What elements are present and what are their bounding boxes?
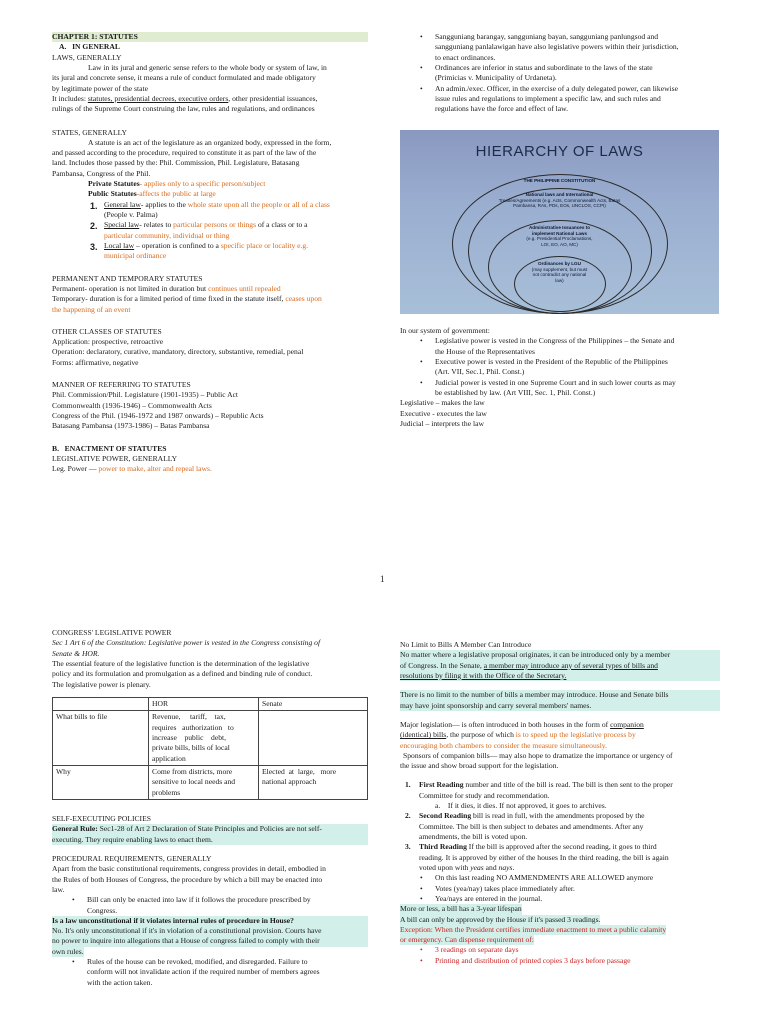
text-span: Ordinances are inferior in status and subordinate to the laws of the state (435, 62, 653, 72)
page1-right-column-lower (400, 326, 720, 429)
text-span: Permanent- operation is not limited in duration but (52, 283, 209, 293)
table-row (53, 698, 368, 711)
list-item: 1. General law- applies to the whole state upon all the people or all of a class (90, 199, 330, 211)
text-span: issue rules and regulations to implement a specific law, and such rules and (435, 93, 661, 103)
permanent-temporary-heading: PERMANENT AND TEMPORARY STATUTES (52, 273, 203, 283)
table-row (53, 765, 368, 799)
highlight-text: specific place or locality e.g. (220, 240, 309, 250)
underlined-text: statutes, presidential decrees, executive orders (87, 93, 229, 103)
text-span: Treaties/Agreements (e.g. Acts, Commonwealth Acts, Batas (498, 197, 621, 203)
text-span: Revenue, tariff, tax, (152, 712, 226, 722)
answer-line: own rules. (52, 946, 84, 956)
text-span: It includes: (52, 93, 88, 103)
no-limit-heading: No Limit to Bills A Member Can Introduce (400, 640, 532, 649)
text-span: Rules of the house can be revoked, modified, and disregarded. Failure to (87, 957, 308, 967)
text-span: Executive power is vested in the President of the Republic of the Philippines (435, 356, 668, 366)
term: Third Reading (419, 842, 467, 852)
text-span: Temporary- duration is for a limited period of time fixed in the statute itself, (52, 294, 286, 304)
manner-line: Batasang Pambansa (1973-1986) – Batas Pambansa (52, 421, 210, 431)
text-span: be established by law. (Art VIII, Sec. 1, Phil. Const.) (435, 387, 596, 397)
no-limit-line: may have joint sponsorship and carry several members' names. (400, 701, 720, 711)
text-span: application (152, 753, 186, 763)
text-span: requires authorization to (152, 722, 234, 732)
hierarchy-title: HIERARCHY OF LAWS (475, 143, 644, 160)
text-span: LOI, EO, AO, MC) (541, 242, 578, 248)
major-legislation-line: encouraging both chambers to consider the measure simultaneously. (400, 740, 608, 750)
text-span: voted upon with (419, 862, 471, 872)
text-span: of Congress. In the Senate, (400, 660, 484, 670)
list-item-cont (419, 863, 720, 873)
term: Special law (104, 220, 140, 230)
answer-line: no power to inquire into allegations that a House of congress failed to comply with their (52, 936, 368, 946)
text-span: Bill can only be enacted into law if it follows the procedure prescribed by (87, 895, 311, 905)
term: First Reading (419, 780, 464, 790)
lgu-bullet-list (400, 32, 720, 115)
text-span: Pambansa, RAs, PDs, EOs, UNCLOS, CCPI) (513, 203, 606, 209)
law-includes-line (52, 94, 368, 104)
definition: - applies only to a specific person/subject (139, 179, 266, 189)
text-span: Sec1-28 of Art 2 Declaration of State Principles and Policies are not self- (97, 824, 322, 834)
other-class-line: Application: prospective, retroactive (52, 337, 164, 347)
manner-line: Commonwealth (1936-1946) – Commonwealth Acts (52, 400, 212, 410)
text-span: (e.g. Presidential Proclamations, (526, 236, 593, 242)
list-item (400, 357, 720, 378)
statute-definition-line: A statute is an act of the legislature as an organized body, expressed in the form, (88, 137, 332, 147)
page2-left-column (52, 628, 368, 690)
list-item: 3. Local law – operation is confined to a specific place or locality e.g. (90, 240, 309, 252)
branches-list (400, 336, 720, 398)
congress-power-heading: CONGRESS' LEGISLATIVE POWER (52, 628, 172, 637)
list-item: 2. Special law- relates to particular persons or things of a class or to a (90, 220, 308, 232)
question-heading: Is a law unconstitutional if it violates internal rules of procedure in House? (52, 916, 368, 926)
congress-text-line: The legislative power is plenary. (52, 679, 151, 689)
text-span: Elected at large, more (262, 766, 337, 776)
third-reading-list (400, 873, 720, 904)
list-item (405, 780, 720, 790)
page2-left-column-lower (52, 814, 368, 988)
text-span: private bills, bills of local (152, 743, 230, 753)
page2-right-column (400, 640, 720, 966)
list-item (52, 957, 368, 988)
list-item (52, 895, 368, 916)
table-cell: Why (53, 765, 149, 799)
text-span: Come from districts, more (152, 766, 233, 776)
table-header-senate: Senate (259, 698, 368, 711)
text-span: , other presidential issuances, (228, 93, 318, 103)
states-generally-heading: STATES, GENERALLY (52, 127, 127, 137)
text-span: the House of the Representatives (435, 346, 535, 356)
branch-line: Legislative – makes the law (400, 398, 485, 408)
law-definition-line: its jural and concrete sense, it means a rule of conduct formulated and made obligatory (52, 73, 316, 83)
list-item (400, 63, 720, 84)
law-includes-line: rulings of the Supreme Court construing the law, rules and regulations, and ordinances (52, 104, 315, 114)
highlight-text: is to speed up the legislative process by (515, 730, 636, 740)
self-executing-heading: SELF-EXECUTING POLICIES (52, 814, 151, 823)
statute-types-list (52, 200, 368, 262)
term: Public Statutes (88, 189, 137, 199)
term: General law (104, 199, 141, 209)
underlined-text: a member may introduce any of several types of bills and (483, 660, 658, 670)
text-span: (Primicias v. Municipality of Urdaneta). (435, 73, 557, 83)
page-number: 1 (380, 574, 385, 584)
text-span: Major legislation— is often introduced in both houses in the form of (400, 719, 611, 729)
text-span: national approach (262, 777, 317, 787)
list-item (405, 811, 720, 821)
highlight-text: ceases upon (285, 294, 322, 304)
statute-definition-line: land. Includes those passed by the: Phil. Commission, Phil. Legislature, Batasang (52, 158, 300, 168)
list-item-cont: reading. It is approved by either of the houses In the third reading, the bill is again (419, 852, 669, 862)
definition: -affects the public at large (136, 189, 216, 199)
other-classes-heading: OTHER CLASSES OF STATUTES (52, 326, 162, 336)
text-span: (Art. VII, Sec.1, Phil. Const.) (435, 367, 525, 377)
text-span: law) (555, 278, 564, 284)
list-item: • 3 readings on separate days (400, 945, 720, 955)
answer-line: No. It's only unconstitutional if it's in violation of a constitutional provision. Courts have (52, 926, 368, 936)
item-number: 3. (405, 842, 411, 852)
major-legislation-line (400, 720, 720, 730)
list-item: • Yea/nays are entered in the journal. (400, 894, 720, 904)
congress-text-line: policy and its formulation and promulgation as a defined and binding rule of conduct. (52, 669, 313, 679)
no-limit-line: resolutions by filing it with the Office of the Secretary. (400, 671, 720, 681)
table-header-hor: HOR (149, 698, 259, 711)
term: Private Statutes (88, 179, 140, 189)
procedural-line: the Rules of both Houses of Congress, the procedure by which a bill may be enacted into (52, 874, 323, 884)
general-rule-line (52, 824, 368, 834)
text-span: Administrative Issuances to (528, 225, 590, 230)
procedural-line: Apart from the basic constitutional requirements, congress provides in detail, embodied in (52, 864, 326, 874)
text-span: Judicial power is vested in one Supreme Court and in such lower courts as may (435, 377, 676, 387)
lifespan-line: More or less, a bill has a 3-year lifespan (400, 904, 522, 914)
exception-list (400, 945, 720, 966)
text-span: number and title of the bill is read. The bill is then sent to the proper (463, 780, 673, 790)
law-definition-line: Law in its jural and generic sense refers to the whole body or system of law, in (88, 62, 327, 72)
sub-item: a. If it dies, it dies. If not approved, it goes to archives. (435, 801, 607, 811)
manner-line: Congress of the Phil. (1946-1972 and 1987 onwards) – Republic Acts (52, 411, 264, 420)
list-item-cont: particular community, individual or thing (104, 230, 230, 240)
section-a-heading: A. IN GENERAL (59, 42, 120, 52)
text-span: sensitive to local needs and (152, 777, 236, 787)
list-item (405, 842, 720, 852)
highlight-text: particular persons or things (173, 220, 257, 230)
highlight-text: continues until repealed (208, 283, 281, 293)
text-span: conform will not invalidate action if the required number of members agrees (87, 967, 320, 977)
item-number: 1. (405, 780, 411, 790)
list-item (400, 378, 720, 399)
text-span: . (512, 862, 515, 872)
text-span: - relates to (139, 220, 174, 230)
page1-right-column (400, 32, 720, 115)
table-cell: What bills to file (53, 711, 149, 766)
national-laws-label (400, 192, 719, 209)
text-span: increase public debt, (152, 732, 227, 742)
other-class-line: Operation: declaratory, curative, mandatory, directory, substantive, remedial, penal (52, 347, 304, 357)
text-span: to enact ordinances. (435, 52, 496, 62)
statute-definition-line: and passed according to the procedure, required to constitute it as part of the law of the (52, 148, 317, 158)
bills-table (52, 697, 368, 800)
text-span: (may supplement, but must (531, 266, 588, 272)
rules-list (52, 957, 368, 988)
text-span: nays (498, 862, 513, 872)
term: Second Reading (419, 811, 472, 821)
text-span: yeas (470, 862, 484, 872)
text-span: , the purpose of which (446, 730, 516, 740)
list-item-cont: (People v. Palma) (104, 210, 158, 219)
no-limit-line: There is no limit to the number of bills a member may introduce. House and Senate bills (400, 690, 720, 700)
exception-line: or emergency. Can dispense requirement of: (400, 935, 534, 945)
procedural-list (52, 895, 368, 916)
list-item: • Printing and distribution of printed copies 3 days before passage (400, 956, 720, 966)
table-cell (149, 711, 259, 766)
law-definition-line: by legitimate power of the state (52, 83, 148, 93)
congress-text-line: The essential feature of the legislative function is the determination of the legislative (52, 658, 310, 668)
text-span: National laws and International (525, 192, 594, 197)
term: General Rule: (52, 824, 98, 834)
text-span: Legislative power is vested in the Congress of the Philippines – the Senate and (435, 336, 675, 346)
text-span: Leg. Power — (52, 464, 99, 474)
section-b-heading: B. ENACTMENT OF STATUTES (52, 443, 167, 453)
public-statutes-line (52, 189, 368, 199)
list-item (400, 32, 720, 63)
text-span: – operation is confined to a (134, 240, 221, 250)
system-heading: In our system of government: (400, 326, 490, 335)
text-span: implement National Laws (531, 230, 588, 236)
table-cell (259, 711, 368, 766)
constitution-quote: Sec 1 Art 6 of the Constitution: Legislative power is vested in the Congress consisting of (52, 638, 321, 648)
branch-line: Judicial – interprets the law (400, 418, 484, 428)
constitution-quote: Senate & HOR. (52, 648, 100, 658)
laws-generally-heading: LAWS, GENERALLY (52, 52, 122, 62)
private-statutes-line (52, 179, 368, 189)
text-span: Sangguniang barangay, sangguniang bayan, sangguniang panlungsod and (435, 32, 659, 41)
sponsors-line: Sponsors of companion bills— may also hope to dramatize the importance or urgency of (403, 750, 673, 760)
statute-definition-line: Pambansa, Congress of the Phil. (52, 168, 151, 178)
sponsors-line: the issue and show broad support for the legislation. (400, 761, 559, 771)
readings-list (400, 780, 720, 873)
list-item (400, 336, 720, 357)
item-number: 2. (405, 811, 411, 821)
table-cell (149, 765, 259, 799)
admin-issuances-label (400, 225, 719, 248)
list-item-cont: Committee for study and recommendation. (419, 790, 550, 800)
procedural-heading: PROCEDURAL REQUIREMENTS, GENERALLY (52, 853, 212, 863)
no-limit-line: No matter where a legislative proposal originates, it can be introduced only by a member (400, 650, 720, 660)
table-row (53, 711, 368, 766)
table-cell (259, 765, 368, 799)
text-span: with the action taken. (87, 977, 153, 987)
highlight-text: whole state upon all the people or all of a class (187, 199, 330, 209)
leg-power-line (52, 464, 368, 474)
branch-line: Executive - executes the law (400, 408, 487, 418)
page1-left-column (52, 32, 368, 475)
underlined-text: (identical) bills (400, 730, 447, 740)
table-cell (53, 698, 149, 711)
list-item: • Votes (yea/nay) takes place immediately after. (400, 884, 720, 894)
text-span: of a class or to a (256, 220, 308, 230)
text-span: not contradict any national (532, 272, 587, 278)
legislative-power-heading: LEGISLATIVE POWER, GENERALLY (52, 453, 178, 463)
text-span: bill is read in full, with the amendments proposed by the (471, 811, 645, 821)
text-span: problems (152, 787, 181, 797)
procedural-line: law. (52, 884, 65, 894)
list-item-cont: municipal ordinance (104, 251, 167, 261)
permanent-line (52, 284, 368, 294)
list-item (400, 84, 720, 115)
hierarchy-of-laws-image (400, 130, 719, 314)
general-rule-line: executing. They require enabling laws to enact them. (52, 835, 368, 845)
approval-line: A bill can only be approved by the House if it's passed 3 readings. (400, 914, 601, 924)
major-legislation-line (400, 730, 720, 740)
exception-line: Exception: When the President certifies immediate enactment to meet a public calamity (400, 924, 667, 934)
list-item-cont: Committee. The bill is then subject to debates and amendments. After any (419, 821, 644, 831)
text-span: and (483, 862, 499, 872)
manner-heading: MANNER OF REFERRING TO STATUTES (52, 380, 191, 390)
term: Local law (104, 240, 135, 250)
ordinances-label (400, 261, 719, 284)
other-class-line: Forms: affirmative, negative (52, 357, 139, 367)
text-span: An admin./exec. Officer, in the exercise of a duly delegated power, can likewise (435, 83, 678, 93)
text-span: sangguniang panlalawigan have also legislative powers within their jurisdiction, (435, 42, 679, 52)
underlined-text: companion (610, 719, 644, 729)
temporary-line (52, 294, 368, 304)
text-span: - applies to the (140, 199, 188, 209)
list-item-cont: amendments, the bill is voted upon. (419, 832, 528, 841)
highlight-text: power to make, alter and repeal laws. (98, 464, 212, 474)
no-limit-line (400, 661, 720, 671)
manner-line: Phil. Commission/Phil. Legislature (1901-1935) – Public Act (52, 390, 239, 400)
text-span: Congress. (87, 905, 118, 915)
temporary-line-cont: the happening of an event (52, 304, 131, 314)
chapter-heading: CHAPTER 1: STATUTES (52, 32, 368, 42)
text-span: regulations have the force and effect of law. (435, 104, 569, 114)
list-item: • On this last reading NO AMMENDMENTS ARE ALLOWED anymore (400, 873, 720, 883)
text-span: If the bill is approved after the second reading, it goes to third (466, 842, 657, 852)
text-span: Ordinances by LGU (538, 261, 581, 266)
constitution-label: THE PHILIPPINE CONSTITUTION (523, 178, 596, 183)
